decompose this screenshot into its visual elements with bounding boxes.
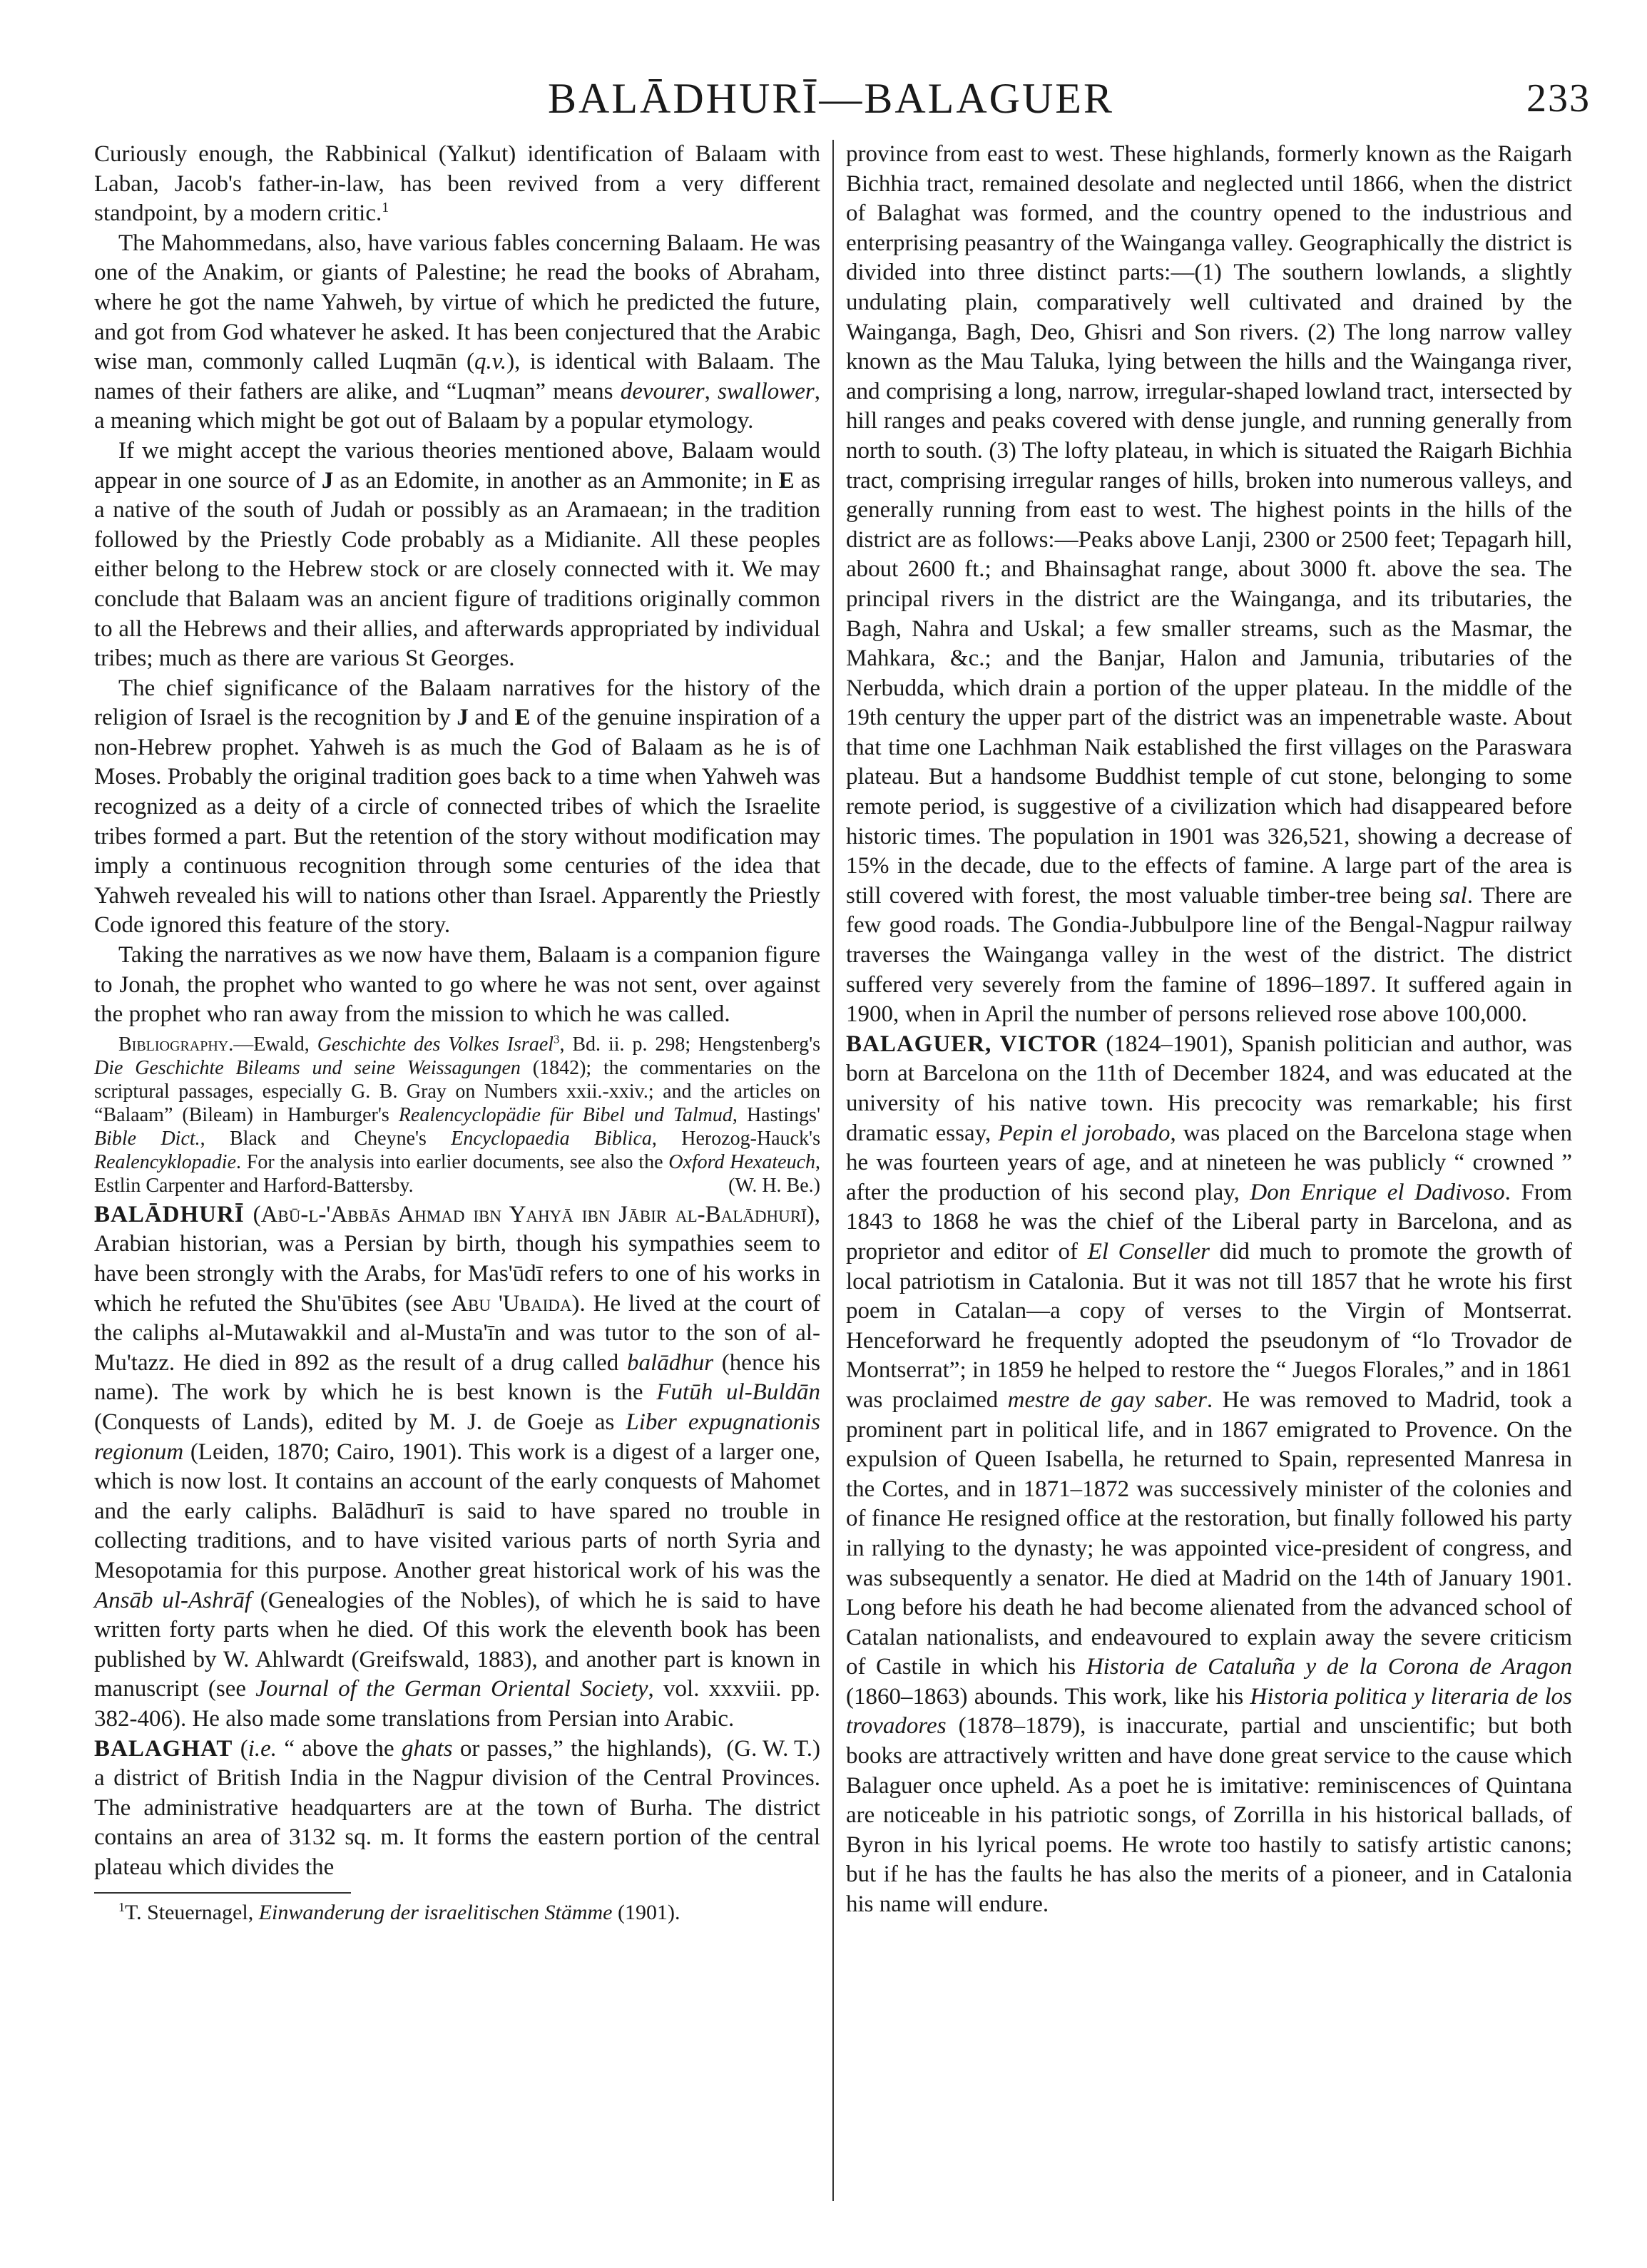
- balaguer-article: BALAGUER, VICTOR (1824–1901), Spanish politician and author, was born at Barcelona on the 11th of December 1824, and was educated at the university of his native town. His precocity was remarkable; his first dramatic essay, Pepin el jorobado, was placed on the Barcelona stage when he was fourteen years of age, and at nineteen he was publicly “ crowned ” after the production of his second play, Don Enrique el Dadivoso. From 1843 to 1868 he was the chief of the Liberal party in Barcelona, and as proprietor and editor of El Conseller did much to promote the growth of local patriotism in Catalonia. But it was not till 1857 that he wrote his first poem in Catalan—a copy of verses to the Virgin of Montserrat. Henceforward he frequently adopted the pseudonym of “lo Trovador de Montserrat”; in 1859 he helped to restore the “ Juegos Florales,” and in 1861 was proclaimed mestre de gay saber. He was removed to Madrid, took a prominent part in political life, and in 1867 emigrated to Provence. On the expulsion of Queen Isabella, he returned to Spain, represented Manresa in the Cortes, and in 1871–1872 was successively minister of the colonies and of finance He resigned office at the restoration, but finally followed his party in rallying to the dynasty; he was appointed vice-president of congress, and was subsequently a senator. He died at Madrid on the 14th of January 1901. Long before his death he had become alienated from the advanced school of Catalan nationalists, and endeavoured to explain away the severe criticism of Castile in which his Historia de Cataluña y de la Corona de Aragon (1860–1863) abounds. This work, like his Historia politica y literaria de los trovadores (1878–1879), is inaccurate, partial and unscientific; but both books are attractively written and have done great service to the cause which Balaguer once upheld. As a poet he is imitative: reminiscences of Quintana are noticeable in his patriotic songs, of Zorrilla in his historical ballads, of Byron in his lyrical poems. He wrote too hastily to satisfy artistic canons; but if he has the faults he has also the merits of a pioneer, and in Catalonia his name will endure.: [846, 1031, 1573, 1918]
- headword: BALĀDHURĪ: [94, 1201, 245, 1227]
- bibliography: Bibliography.—Ewald, Geschichte des Volkes Israel$^3$, Bd. ii. p. 298; Hengstenberg's Die Geschichte Bileams und seine Weissagungen (1842); the commentaries on the scriptural passages, especially G. B. Gray on Numbers xxii.-xxiv.; and the articles on “Balaam” (Bileam) in Hamburger's Realencyclopädie für Bibel und Talmud, Hastings' Bible Dict., Black and Cheyne's Encyclopaedia Biblica, Herozog-Hauck's Realencyklopadie. For the analysis into earlier documents, see also the Oxford Hexateuch, Estlin Carpenter and Harford-Battersby. (W. H. Be.): [94, 1032, 821, 1197]
- column-divider: [832, 140, 834, 2201]
- balaghat-article: BALAGHAT (i.e. “ above the ghats or passes,” the highlands), a district of British India in the Nagpur division of the Central Provinces. The administrative headquarters are at the town of Burha. The district contains an area of 3132 sq. m. It forms the eastern portion of the central plateau which divides the: [94, 1735, 820, 1880]
- page-number: 233: [1526, 76, 1591, 121]
- headword: BALAGHAT: [94, 1735, 233, 1762]
- footnote-ref[interactable]: 1: [382, 200, 389, 216]
- page-header: [71, 70, 1591, 127]
- footnote-divider: [94, 1892, 351, 1894]
- running-title: BALĀDHURĪ—BALAGUER: [548, 75, 1114, 122]
- balaam-paragraph: The Mahommedans, also, have various fables concerning Balaam. He was one of the Anakim, or giants of Palestine; he read the books of Abraham, where he got the name Yahweh, by virtue of which he predicted the future, and got from God whatever he asked. It has been conjectured that the Arabic wise man, commonly called Luqmān (q.v.), is identical with Balaam. The names of their fathers are alike, and “Luqman” means devourer, swallower, a meaning which might be got out of Balaam by a popular etymology.: [94, 230, 821, 434]
- footnote: $^1$T. Steuernagel, Einwanderung der israelitischen Stämme (1901).: [118, 1900, 680, 1925]
- right-column: [846, 140, 1572, 2237]
- balaghat-continuation: province from east to west. These highlands, formerly known as the Raigarh Bichhia tract, remained desolate and neglected until 1866, when the district of Balaghat was formed, and the country opened to the industrious and enterprising peasantry of the Wainganga valley. Geographically the district is divided into three distinct parts:—(1) The southern lowlands, a slightly undulating plain, comparatively well cultivated and drained by the Wainganga, Bagh, Deo, Ghisri and Son rivers. (2) The long narrow valley known as the Mau Taluka, lying between the hills and the Wainganga river, and comprising a long, narrow, irregular-shaped lowland tract, intersected by hill ranges and peaks covered with dense jungle, and running generally from north to south. (3) The lofty plateau, in which is situated the Raigarh Bichhia tract, comprising irregular ranges of hills, broken into numerous valleys, and generally running from east to west. The highest points in the hills of the district are as follows:—Peaks above Lanji, 2300 or 2500 feet; Tepagarh hill, about 2600 ft.; and Bhainsaghat range, about 3000 ft. above the sea. The principal rivers in the district are the Wainganga, and its tributaries, the Bagh, Nahra and Uskal; a few smaller streams, such as the Masmar, the Mahkara, &c.; and the Banjar, Halon and Jamunia, tributaries of the Nerbudda, which drain a portion of the upper plateau. In the middle of the 19th century the upper part of the district was an impenetrable waste. About that time one Lachhman Naik established the first villages on the Paraswara plateau. But a handsome Buddhist temple of cut stone, belonging to some remote period, is suggestive of a civilization which had disappeared before historic times. The population in 1901 was 326,521, showing a decrease of 15% in the decade, due to the effects of famine. A large part of the area is still covered with forest, the most valuable timber-tree being sal. There are few good roads. The Gondia-Jubbulpore line of the Bengal-Nagpur railway traverses the Wainganga valley in the west of the district. The district suffered very severely from the famine of 1896–1897. It suffered again in 1900, when in April the number of persons relieved rose above 100,000.: [846, 141, 1572, 1028]
- balaam-paragraph: Taking the narratives as we now have them, Balaam is a companion figure to Jonah, the prophet who wanted to go where he was not sent, over against the prophet who ran away from the mission to which he was called.: [94, 942, 820, 1028]
- balaam-paragraph: If we might accept the various theories mentioned above, Balaam would appear in one source of J as an Edomite, in another as an Ammonite; in E as a native of the south of Judah or possibly as an Aramaean; in the tradition followed by the Priestly Code probably as a Midianite. All these peoples either belong to the Hebrew stock or are closely connected with it. We may conclude that Balaam was an ancient figure of traditions originally common to all the Hebrews and their allies, and afterwards appropriated by individual tribes; much as there are various St Georges.: [94, 437, 820, 672]
- left-column: [94, 140, 820, 2201]
- balaam-paragraph: Curiously enough, the Rabbinical (Yalkut) identification of Balaam with Laban, Jacob's father-in-law, has been revived from a very different standpoint, by a modern critic.$^1$: [94, 141, 820, 227]
- baladhuri-article: BALĀDHURĪ (Abū-l-'Abbās Ahmad ibn Yahyā ibn Jābir al-Balādhurī), Arabian historian, was a Persian by birth, though his sympathies seem to have been strongly with the Arabs, for Mas'ūdī refers to one of his works in which he refuted the Shu'ūbites (see Abu 'Ubaida). He lived at the court of the caliphs al-Mutawakkil and al-Musta'īn and was tutor to the son of al-Mu'tazz. He died in 892 as the result of a drug called balādhur (hence his name). The work by which he is best known is the Futūh ul-Buldān (Conquests of Lands), edited by M. J. de Goeje as Liber expugnationis regionum (Leiden, 1870; Cairo, 1901). This work is a digest of a larger one, which is now lost. It contains an account of the early conquests of Mahomet and the early caliphs. Balādhurī is said to have spared no trouble in collecting traditions, and to have visited various parts of north Syria and Mesopotamia for this purpose. Another great historical work of his was the Ansāb ul-Ashrāf (Genealogies of the Nobles), of which he is said to have written forty parts when he died. Of this work the eleventh book has been published by W. Ahlwardt (Greifswald, 1883), and another part is known in manuscript (see Journal of the German Oriental Society, vol. xxxviii. pp. 382-406). He also made some translations from Persian into Arabic. (G. W. T.): [94, 1200, 820, 1735]
- balaam-paragraph: The chief significance of the Balaam narratives for the history of the religion of Israel is the recognition by J and E of the genuine inspiration of a non-Hebrew prophet. Yahweh is as much the God of Balaam as he is of Moses. Probably the original tradition goes back to a time when Yahweh was recognized as a deity of a circle of connected tribes of which the Israelite tribes formed a part. But the retention of the story without modification may imply a continuous recognition through some centuries of the idea that Yahweh revealed his will to nations other than Israel. Apparently the Priestly Code ignored this feature of the story.: [94, 675, 820, 939]
- headword: BALAGUER, VICTOR: [846, 1031, 1098, 1057]
- author-signature: (W. H. Be.): [728, 1174, 820, 1197]
- cross-reference-link[interactable]: Abu 'Ubaida: [451, 1290, 572, 1317]
- author-signature: (G. W. T.): [726, 1735, 820, 1762]
